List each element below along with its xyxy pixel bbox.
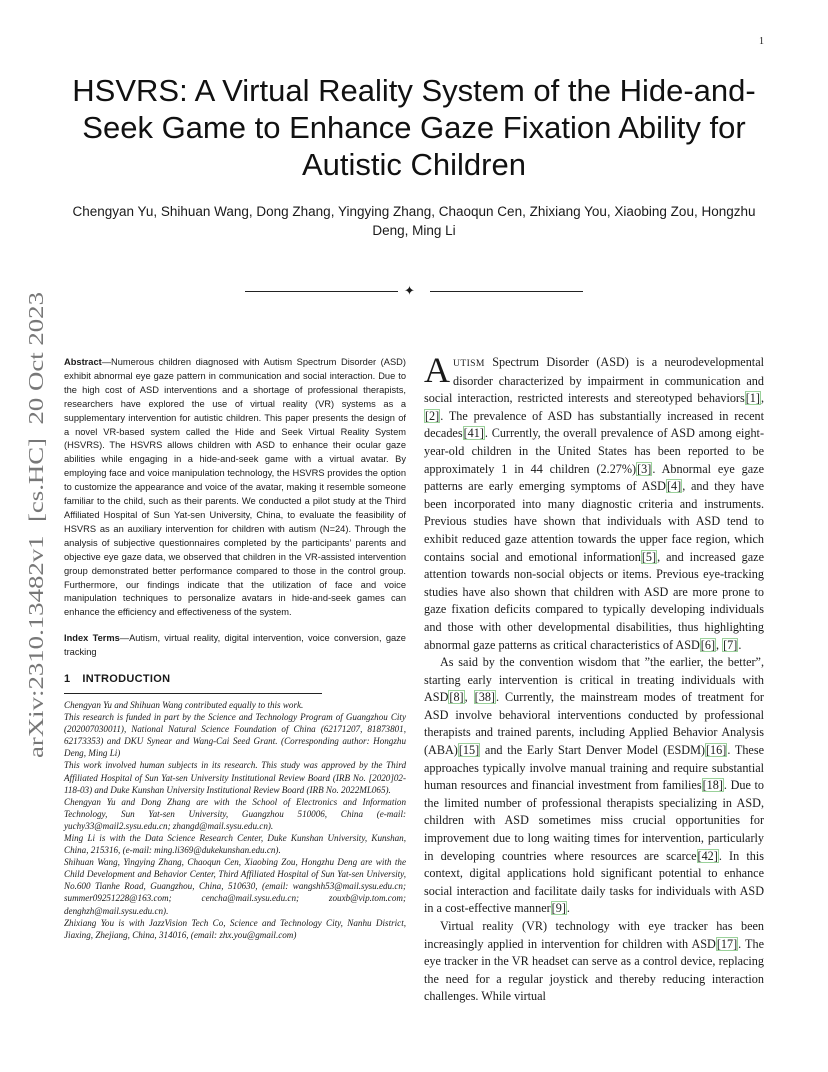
- abstract-label: Abstract: [64, 357, 102, 367]
- index-terms-text: Autism, virtual reality, digital intervention, voice conversion, gaze tracking: [64, 633, 406, 658]
- arxiv-stamp-text: arXiv:2310.13482v1 [cs.HC] 20 Oct 2023: [24, 384, 48, 758]
- intro-paragraph-2: As said by the convention wisdom that ”the earlier, the better”, starting early intervention is critical in treating individuals with ASD[8], [38]. Currently, the mainstream modes of treatment for ASD involve behavioral interventions conducted by professional therapists and trained parents, including Applied Behavior Analysis (ABA)[15] and the Early Start Denver Model (ESDM)[16]. These approaches typically involve manual training and require substantial human resources and financial investment from families[18]. Due to the limited number of professional therapists specializing in ASD, children with ASD sometimes miss crucial opportunities for improvement due to long waiting times for intervention, particularly in developing countries where resources are scarce[42]. In this context, digital applications hold significant potential to enhance social interaction and facilitate daily tasks for individuals with ASD in a cost-effective manner[9].: [424, 655, 764, 916]
- abstract: Abstract—Numerous children diagnosed with Autism Spectrum Disorder (ASD) exhibit abnormal eye gaze pattern in communication and social interaction. Due to the high cost of ASD interventions and a shortage of professional therapists, researchers have explored the use of virtual reality (VR) systems as a supplementary intervention for autistic children. This paper presents the design of a novel VR-based system called the Hide and Seek Virtual Reality System (HSVRS). The HSVRS allows children with ASD to enhance their ocular gaze abilities while engaging in a hide-and-seek game with a virtual avatar. By employing face and voice manipulation technology, the HSVRS provides the option to customize the appearance and voice of the avatar, making it resemble someone familiar to the child, such as their parents. We conducted a pilot study at the Third Affiliated Hospital of Sun Yat-sen University, China, to evaluate the feasibility of HSVRS as an auxiliary intervention for children with autism (N=24). Through the analysis of subjective questionnaires completed by the participants’ parents and objective eye gaze data, we observed that children in the VR-assisted intervention group demonstrated better performance compared to those in the control group. Furthermore, our findings indicate that the utilization of face and voice manipulation techniques to personalize avatars in hide-and-seek games can enhance the efficiency and effectiveness of the system.: [64, 357, 406, 618]
- drop-cap: A: [424, 350, 450, 390]
- right-column: [424, 350, 765, 1006]
- index-terms-label: Index Terms: [64, 633, 120, 644]
- citation-link[interactable]: [6]: [700, 637, 716, 652]
- footnote: Chengyan Yu and Dong Zhang are with the School of Electronics and Information Technology, Sun Yat-sen University, Guangzhou 510006, China (e-mail: yuchy33@mail2.sysu.edu.cn; zhangd@mail.sysu.edu.cn).: [64, 796, 406, 831]
- title-divider-right: [430, 291, 583, 292]
- page-number: 1: [759, 36, 764, 47]
- citation-link[interactable]: [42]: [697, 848, 718, 863]
- index-terms: Index Terms—Autism, virtual reality, digital intervention, voice conversion, gaze tracking: [64, 633, 406, 658]
- citation-link[interactable]: [2]: [425, 408, 440, 423]
- citation-link[interactable]: [17]: [716, 936, 738, 951]
- citation-link[interactable]: [7]: [723, 637, 738, 652]
- section-heading: [64, 673, 406, 687]
- citation-link[interactable]: [38]: [474, 690, 495, 705]
- left-column: [64, 356, 406, 941]
- citation-link[interactable]: [1]: [745, 391, 760, 406]
- citation-link[interactable]: [15]: [458, 743, 480, 758]
- footnote: This work involved human subjects in its research. This study was approved by the Third Affiliated Hospital of Sun Yat-sen University Institutional Review Board (IRB No. [2020]02-118-03) and Duke Kunshan University Institutional Review Board (IRB No. 2022ML065).: [64, 760, 406, 795]
- footnote: Chengyan Yu and Shihuan Wang contributed equally to this work.: [64, 699, 304, 710]
- arxiv-stamp: [20, 290, 50, 760]
- section-title: INTRODUCTION: [82, 673, 171, 686]
- small-caps-word: UTISM: [453, 358, 485, 369]
- footnote: This research is funded in part by the Science and Technology Program of Guangzhou City (202007030011), National Natural Science Foundation of China (62171207, 81873801, 62173353) and DKU Synear and Wang-Cai Seed Grant. (Corresponding author: Hongzhu Deng, Ming Li): [64, 712, 406, 759]
- footnote: Zhixiang You is with JazzVision Tech Co, Science and Technology City, Nanhu District, Jiaxing, Zhejiang, China, 314016, (email: zhx.you@gmail.com): [64, 917, 406, 940]
- title-divider-left: [245, 291, 398, 292]
- citation-link[interactable]: [18]: [702, 778, 723, 793]
- intro-paragraph-1: AUTISM Spectrum Disorder (ASD) is a neurodevelopmental disorder characterized by impairment in communication and social interaction, restricted interests and stereotyped behaviors[1], [2]. The prevalence of ASD has substantially increased in recent decades[41]. Currently, the overall prevalence of ASD among eight-year-old children in the United States has been reported to be approximately 1 in 44 children (2.27%)[3]. Abnormal eye gaze patterns are early emerging symptoms of ASD[4], and they have been incorporated into many diagnostic criteria and instruments. Previous studies have shown that individuals with ASD tend to exhibit reduced gaze attention towards the upper face region, which contains social and emotional information[5], and increased gaze attention towards non-social objects or items. Previous eye-tracking studies have also shown that children with ASD are more prone to gaze fixation deficits compared to typically developing individuals and those with other developmental disabilities, thus highlighting abnormal gaze patterns as critical characteristics of ASD[6], [7].: [424, 350, 765, 652]
- citation-link[interactable]: [4]: [666, 479, 682, 494]
- footnote: Shihuan Wang, Yingying Zhang, Chaoqun Cen, Xiaobing Zou, Hongzhu Deng are with the Child Development and Behavior Center, Third Affiliated Hospital of Sun Yat-sen University, No.600 Tianhe Road, Guangzhou, China, 510630, (email: wangshh53@mail.sysu.edu.cn; summer09251228@163.com; cencha@mail.sysu.edu.cn; zouxb@vip.tom.com; denghzh@mail.sysu.edu.cn).: [64, 857, 406, 916]
- footnotes: [64, 699, 406, 941]
- citation-link[interactable]: [5]: [641, 549, 657, 564]
- citation-link[interactable]: [3]: [637, 461, 652, 476]
- section-number: 1: [64, 673, 71, 686]
- citation-link[interactable]: [41]: [463, 426, 484, 441]
- paper-title: HSVRS: A Virtual Reality System of the Hide-and-Seek Game to Enhance Gaze Fixation Ability for Autistic Children: [72, 73, 756, 182]
- citation-link[interactable]: [8]: [449, 690, 464, 705]
- citation-link[interactable]: [9]: [551, 901, 566, 916]
- intro-paragraph-3: Virtual reality (VR) technology with eye tracker has been increasingly applied in intervention for children with ASD[17]. The eye tracker in the VR headset can serve as a control device, replacing the need for a regular joystick and thereby reducing interaction challenges. While virtual: [424, 919, 764, 1004]
- author-list: Chengyan Yu, Shihuan Wang, Dong Zhang, Yingying Zhang, Chaoqun Cen, Zhixiang You, Xiaobing Zou, Hongzhu Deng, Ming Li: [72, 204, 756, 238]
- divider-ornament: ✦: [404, 283, 415, 298]
- abstract-text: Numerous children diagnosed with Autism Spectrum Disorder (ASD) exhibit abnormal eye gaze pattern in communication and social interaction. Due to the high cost of ASD interventions and a shortage of professional therapists, researchers have explored the use of virtual reality (VR) systems as a supplementary intervention for autistic children. This paper presents the design of a novel VR-based system called the Hide and Seek Virtual Reality System (HSVRS). The HSVRS allows children with ASD to enhance their ocular gaze abilities while engaging in a hide-and-seek game with a virtual avatar. By employing face and voice manipulation technology, the HSVRS provides the option to customize the appearance and voice of the avatar, making it resemble someone familiar to the child, such as their parents. We conducted a pilot study at the Third Affiliated Hospital of Sun Yat-sen University, China, to evaluate the feasibility of HSVRS as an auxiliary intervention for children with autism (N=24). Through the analysis of subjective questionnaires completed by the participants’ parents and objective eye gaze data, we observed that children in the VR-assisted intervention group demonstrated better performance compared to those in the control group. Furthermore, our findings indicate that the utilization of face and voice manipulation techniques to personalize avatars in hide-and-seek games can enhance the efficiency and effectiveness of the system.: [64, 357, 406, 618]
- footnote: Ming Li is with the Data Science Research Center, Duke Kunshan University, Kunshan, China, 215316, (e-mail: ming.li369@dukekunshan.edu.cn).: [64, 832, 406, 856]
- citation-link[interactable]: [16]: [706, 743, 727, 758]
- footnote-rule: [64, 693, 322, 694]
